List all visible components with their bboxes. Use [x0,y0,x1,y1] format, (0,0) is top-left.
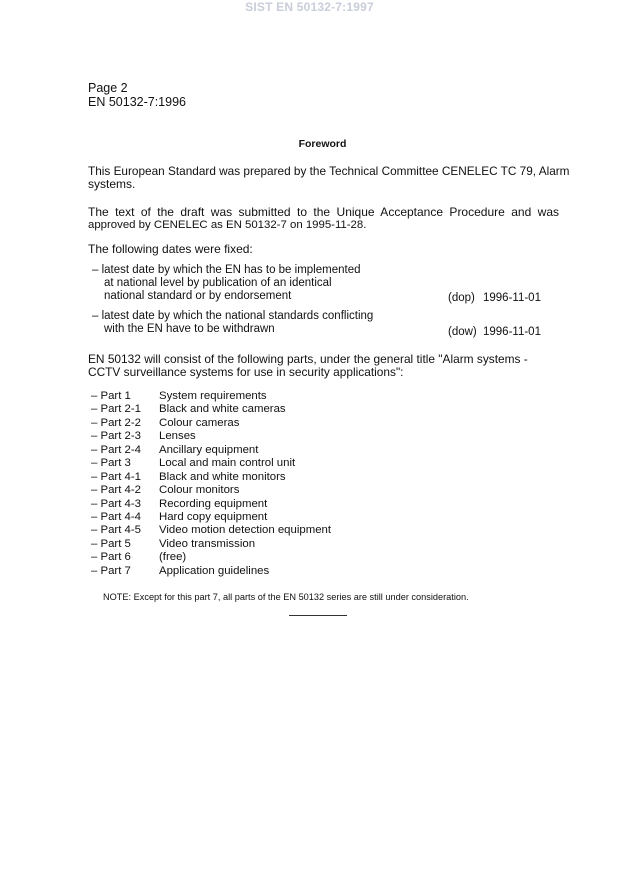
list-item [91,511,331,524]
list-item [91,430,331,443]
part-number: – Part 1 [91,390,131,402]
parts-intro-line2: CCTV surveillance systems for use in security applications": [88,365,404,379]
part-title: Hard copy equipment [159,510,268,523]
dow-line2: with the EN have to be withdrawn [104,323,275,335]
parts-list [91,390,331,578]
part-number: – Part 3 [91,457,131,470]
para2-line1: The text of the draft was submitted to the Unique Acceptance Procedure and was [88,205,559,219]
dow-date: 1996-11-01 [483,326,541,338]
part-title: Recording equipment [159,497,268,510]
list-item [91,538,331,551]
page-number: Page 2 [88,81,128,95]
list-item [91,471,331,484]
document-id: EN 50132-7:1996 [88,95,186,109]
part-number: – Part 4-5 [91,524,142,537]
list-item [91,524,331,537]
dop-line1: – latest date by which the EN has to be implemented [92,264,361,276]
list-item [91,390,331,403]
part-title: Video motion detection equipment [159,524,332,537]
list-item [91,417,331,430]
part-number: – Part 2-4 [91,443,142,456]
dates-intro: The following dates were fixed: [88,242,253,256]
dop-date: 1996-11-01 [483,292,541,304]
part-title: (free) [159,551,187,564]
part-number: – Part 4-3 [91,497,142,510]
list-item [91,457,331,470]
part-title: Black and white cameras [159,403,286,416]
part-number: – Part 4-2 [91,484,142,497]
part-title: Black and white monitors [159,470,286,483]
part-title: Local and main control unit [159,457,296,470]
para2-line2: approved by CENELEC as EN 50132-7 on 1995-11-28. [88,219,367,231]
watermark: SIST EN 50132-7:1997 [245,0,374,14]
list-item [91,444,331,457]
list-item [91,565,331,578]
part-number: – Part 5 [91,537,131,550]
para1-line2: systems. [88,177,136,191]
note: NOTE: Except for this part 7, all parts of the EN 50132 series are still under consideration. [103,592,469,602]
end-rule [289,615,347,616]
part-title: System requirements [159,390,267,402]
list-item [91,403,331,416]
dow-line1: – latest date by which the national standards conflicting [92,310,374,322]
part-number: – Part 4-1 [91,470,142,483]
part-number: – Part 4-4 [91,510,142,523]
part-title: Video transmission [159,537,256,550]
foreword-title: Foreword [298,138,347,150]
part-number: – Part 2-2 [91,416,142,429]
dow-label: (dow) [448,326,477,338]
dop-label: (dop) [448,292,475,304]
part-number: – Part 6 [91,551,131,564]
part-title: Colour cameras [159,416,240,429]
list-item [91,498,331,511]
part-title: Application guidelines [159,564,270,577]
part-title: Lenses [159,430,196,443]
part-number: – Part 2-1 [91,403,142,416]
list-item [91,484,331,497]
dop-line3: national standard or by endorsement [104,290,292,302]
list-item [91,551,331,564]
parts-intro-line1: EN 50132 will consist of the following parts, under the general title "Alarm systems - [88,352,528,366]
para1-line1: This European Standard was prepared by the Technical Committee CENELEC TC 79, Alarm [88,164,570,178]
part-title: Colour monitors [159,484,240,497]
dop-line2: at national level by publication of an identical [104,277,332,289]
part-title: Ancillary equipment [159,443,259,456]
part-number: – Part 2-3 [91,430,142,443]
part-number: – Part 7 [91,564,131,577]
